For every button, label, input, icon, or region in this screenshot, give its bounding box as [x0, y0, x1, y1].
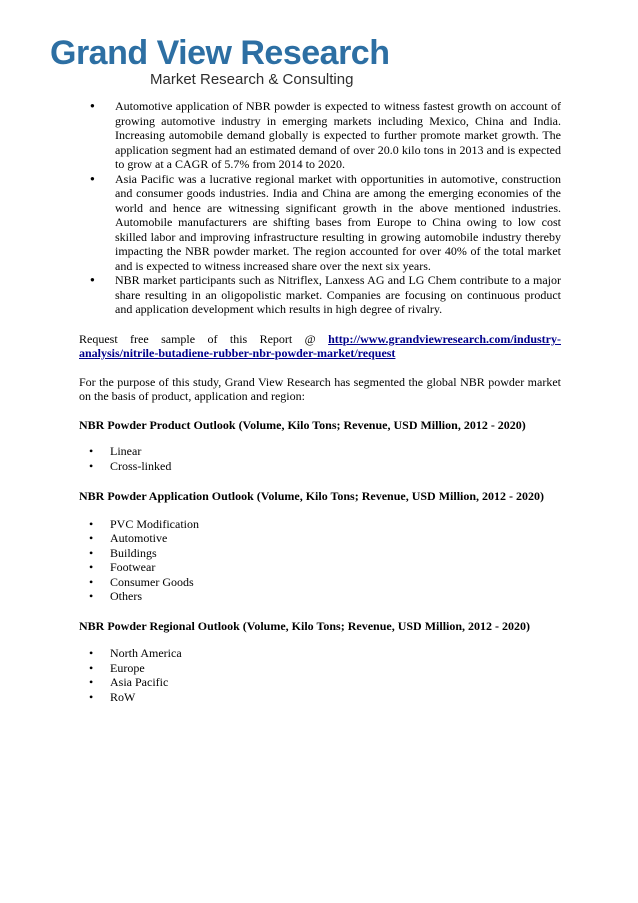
- bullet-icon: •: [89, 458, 94, 473]
- request-sample-paragraph: [79, 332, 561, 361]
- list-item: [79, 517, 561, 532]
- list-item: [79, 646, 561, 661]
- bullet-icon: •: [89, 545, 94, 560]
- key-findings-list: [79, 99, 561, 317]
- key-finding-item: [79, 99, 561, 172]
- list-item-text: Asia Pacific: [110, 675, 169, 689]
- list-item-text: Buildings: [110, 545, 157, 560]
- list-item: [79, 575, 561, 590]
- logo-subtitle: Market Research & Consulting: [150, 71, 354, 88]
- list-item: [79, 661, 561, 676]
- list-item-text: PVC Modification: [110, 516, 199, 531]
- list-item: [79, 690, 561, 705]
- request-sample-link[interactable]: http://www.grandviewresearch.com/industry-analysis/nitrile-butadiene-rubber-nbr-powder-market/request: [79, 331, 561, 360]
- bullet-icon: •: [89, 444, 94, 458]
- key-finding-text: NBR market participants such as Nitriflex, Lanxess AG and LG Chem contribute to a major share resulting in an oligopolistic market. Companies are focusing on continuous product and application development which results in high degree of rivalry.: [115, 273, 561, 316]
- key-finding-item: [79, 273, 561, 317]
- bullet-icon: ●: [90, 275, 95, 284]
- bullet-icon: •: [89, 689, 94, 704]
- product-list: [79, 444, 561, 473]
- bullet-icon: •: [89, 589, 94, 603]
- list-item-text: Europe: [110, 660, 145, 675]
- list-item: [79, 560, 561, 575]
- list-item-text: Others: [110, 589, 142, 603]
- list-item: [79, 589, 561, 604]
- list-item-text: Footwear: [110, 560, 156, 574]
- list-item-text: Cross-linked: [110, 458, 172, 473]
- section-heading-product: NBR Powder Product Outlook (Volume, Kilo Tons; Revenue, USD Million, 2012 - 2020): [79, 417, 526, 432]
- bullet-icon: ●: [90, 101, 95, 110]
- list-item: [79, 444, 561, 459]
- logo-title: Grand View Research: [50, 34, 390, 72]
- regional-list: [79, 646, 561, 704]
- bullet-icon: •: [89, 646, 94, 660]
- bullet-icon: •: [89, 574, 94, 589]
- list-item: [79, 459, 561, 474]
- key-finding-item: [79, 172, 561, 274]
- bullet-icon: •: [89, 516, 94, 531]
- list-item: [79, 546, 561, 561]
- intro-paragraph: For the purpose of this study, Grand View Research has segmented the global NBR powder market on the basis of product, application and region:: [79, 374, 561, 403]
- list-item-text: North America: [110, 646, 182, 660]
- bullet-icon: ●: [90, 173, 95, 183]
- application-list: [79, 517, 561, 604]
- logo: [50, 35, 389, 89]
- list-item: [79, 531, 561, 546]
- list-item: [79, 675, 561, 690]
- key-finding-text: Asia Pacific was a lucrative regional market with opportunities in automotive, construction and consumer goods industries. India and China are among the emerging economies of the world and hence are witnessing significant growth in the above mentioned industries. Automobile manufacturers are shifting bases from Europe to China owing to low cost skilled labor and improving infrastructure resulting in growing automobile industry thereby impacting the NBR powder market. The region accounted for over 40% of the total market and is expected to witness increased share over the next six years.: [115, 171, 561, 273]
- section-heading-application: NBR Powder Application Outlook (Volume, Kilo Tons; Revenue, USD Million, 2012 - 2020): [79, 489, 545, 503]
- bullet-icon: •: [89, 675, 94, 689]
- list-item-text: Consumer Goods: [110, 574, 194, 589]
- bullet-icon: •: [89, 531, 94, 545]
- document-body: [79, 99, 561, 704]
- list-item-text: RoW: [110, 689, 136, 704]
- request-sample-label: Request free sample of this Report @: [79, 331, 329, 346]
- list-item-text: Automotive: [110, 531, 168, 545]
- key-finding-text: Automotive application of NBR powder is expected to witness fastest growth on account of growing automotive industry in emerging markets including Mexico, China and India. Increasing automobile demand globally is expected to further promote market growth. The application segment had an estimated demand of over 20.0 kilo tons in 2013 and is expected to grow at a CAGR of 5.7% from 2014 to 2020.: [115, 99, 561, 171]
- bullet-icon: •: [89, 560, 94, 574]
- list-item-text: Linear: [110, 444, 142, 458]
- bullet-icon: •: [89, 660, 94, 675]
- section-heading-regional: NBR Powder Regional Outlook (Volume, Kilo Tons; Revenue, USD Million, 2012 - 2020): [79, 618, 531, 633]
